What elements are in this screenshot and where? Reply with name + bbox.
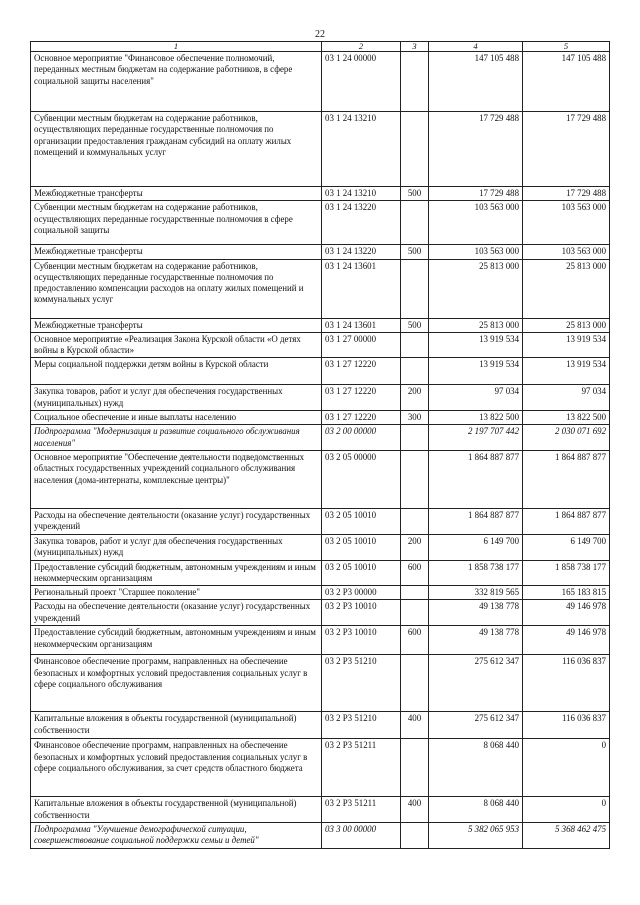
row-amount-1: 13 919 534 — [429, 332, 523, 358]
row-amount-1: 1 864 887 877 — [429, 450, 523, 508]
row-amount-1: 2 197 707 442 — [429, 425, 523, 451]
table-row — [31, 187, 610, 201]
row-amount-1: 5 382 065 953 — [429, 823, 523, 849]
row-code: 03 2 P3 51210 — [322, 712, 401, 739]
row-code: 03 2 P3 51211 — [322, 797, 401, 823]
row-code: 03 2 P3 10010 — [322, 600, 401, 626]
row-expense-type — [401, 332, 429, 358]
table-row — [31, 425, 610, 451]
row-expense-type: 200 — [401, 385, 429, 411]
row-code: 03 1 24 00000 — [322, 52, 401, 112]
row-code: 03 2 00 00000 — [322, 425, 401, 451]
row-amount-1: 1 864 887 877 — [429, 508, 523, 534]
row-amount-1: 8 068 440 — [429, 739, 523, 797]
row-amount-1: 275 612 347 — [429, 712, 523, 739]
row-amount-1: 49 138 778 — [429, 600, 523, 626]
row-name: Финансовое обеспечение программ, направленных на обеспечение безопасных и комфортных условий предоставления социальных услуг в сфере социального обслуживания, за счет средств областного бюджета — [31, 739, 322, 797]
budget-table — [30, 41, 610, 849]
table-row — [31, 358, 610, 385]
row-amount-1: 147 105 488 — [429, 52, 523, 112]
row-amount-2: 116 036 837 — [523, 712, 610, 739]
row-name: Межбюджетные трансферты — [31, 318, 322, 332]
row-expense-type: 400 — [401, 712, 429, 739]
row-amount-1: 25 813 000 — [429, 318, 523, 332]
row-amount-1: 332 819 565 — [429, 586, 523, 600]
row-name: Межбюджетные трансферты — [31, 187, 322, 201]
table-row — [31, 823, 610, 849]
row-amount-2: 116 036 837 — [523, 655, 610, 712]
row-code: 03 2 P3 51210 — [322, 655, 401, 712]
row-code: 03 1 24 13601 — [322, 259, 401, 318]
header-cell: 3 — [401, 42, 429, 52]
row-expense-type — [401, 259, 429, 318]
row-amount-2: 1 864 887 877 — [523, 450, 610, 508]
row-amount-1: 6 149 700 — [429, 534, 523, 560]
row-amount-2: 103 563 000 — [523, 201, 610, 245]
row-code: 03 2 P3 10010 — [322, 626, 401, 655]
row-code: 03 1 24 13220 — [322, 245, 401, 259]
row-expense-type — [401, 201, 429, 245]
table-row — [31, 712, 610, 739]
row-amount-1: 49 138 778 — [429, 626, 523, 655]
row-amount-2: 2 030 071 692 — [523, 425, 610, 451]
row-code: 03 2 05 10010 — [322, 560, 401, 586]
header-cell: 4 — [429, 42, 523, 52]
row-expense-type — [401, 586, 429, 600]
row-code: 03 2 05 10010 — [322, 534, 401, 560]
row-amount-1: 8 068 440 — [429, 797, 523, 823]
table-row — [31, 655, 610, 712]
row-expense-type — [401, 112, 429, 187]
row-code: 03 1 27 12220 — [322, 358, 401, 385]
table-row — [31, 259, 610, 318]
header-row — [31, 42, 610, 52]
row-amount-2: 25 813 000 — [523, 259, 610, 318]
row-amount-1: 25 813 000 — [429, 259, 523, 318]
table-row — [31, 586, 610, 600]
row-name: Субвенции местным бюджетам на содержание работников, осуществляющих переданные государственные полномочия в сфере социальной защиты — [31, 201, 322, 245]
row-name: Субвенции местным бюджетам на содержание работников, осуществляющих переданные государственные полномочия по предоставлению компенсации расходов на оплату жилых помещений и коммунальных услуг — [31, 259, 322, 318]
row-name: Предоставление субсидий бюджетным, автономным учреждениям и иным некоммерческим организациям — [31, 626, 322, 655]
row-expense-type — [401, 655, 429, 712]
row-name: Закупка товаров, работ и услуг для обеспечения государственных (муниципальных) нужд — [31, 385, 322, 411]
table-row — [31, 112, 610, 187]
row-code: 03 1 24 13601 — [322, 318, 401, 332]
row-amount-1: 103 563 000 — [429, 245, 523, 259]
row-code: 03 2 05 00000 — [322, 450, 401, 508]
row-amount-1: 13 822 500 — [429, 411, 523, 425]
row-code: 03 1 24 13220 — [322, 201, 401, 245]
table-row — [31, 534, 610, 560]
row-code: 03 1 27 00000 — [322, 332, 401, 358]
row-expense-type: 500 — [401, 187, 429, 201]
row-code: 03 1 27 12220 — [322, 385, 401, 411]
table-row — [31, 508, 610, 534]
row-name: Расходы на обеспечение деятельности (оказание услуг) государственных учреждений — [31, 600, 322, 626]
row-amount-1: 17 729 488 — [429, 187, 523, 201]
row-name: Основное мероприятие «Реализация Закона Курской области «О детях войны в Курской области» — [31, 332, 322, 358]
header-cell: 5 — [523, 42, 610, 52]
row-name: Социальное обеспечение и иные выплаты населению — [31, 411, 322, 425]
row-amount-2: 103 563 000 — [523, 245, 610, 259]
row-expense-type: 500 — [401, 318, 429, 332]
row-expense-type — [401, 508, 429, 534]
table-row — [31, 450, 610, 508]
row-name: Подпрограмма "Модернизация и развитие социального обслуживания населения" — [31, 425, 322, 451]
header-cell: 2 — [322, 42, 401, 52]
row-name: Капитальные вложения в объекты государственной (муниципальной) собственности — [31, 712, 322, 739]
table-row — [31, 245, 610, 259]
row-amount-2: 1 864 887 877 — [523, 508, 610, 534]
row-code: 03 2 05 10010 — [322, 508, 401, 534]
table-row — [31, 626, 610, 655]
page-number: 22 — [315, 29, 325, 40]
row-amount-2: 165 183 815 — [523, 586, 610, 600]
row-amount-2: 13 919 534 — [523, 332, 610, 358]
table-row — [31, 385, 610, 411]
row-code: 03 2 P3 00000 — [322, 586, 401, 600]
row-code: 03 3 00 00000 — [322, 823, 401, 849]
row-amount-2: 17 729 488 — [523, 187, 610, 201]
row-expense-type: 400 — [401, 797, 429, 823]
row-amount-2: 13 919 534 — [523, 358, 610, 385]
row-amount-2: 25 813 000 — [523, 318, 610, 332]
table-row — [31, 600, 610, 626]
row-expense-type — [401, 739, 429, 797]
row-amount-2: 49 146 978 — [523, 600, 610, 626]
row-code: 03 1 27 12220 — [322, 411, 401, 425]
row-amount-2: 13 822 500 — [523, 411, 610, 425]
row-amount-1: 1 858 738 177 — [429, 560, 523, 586]
row-code: 03 2 P3 51211 — [322, 739, 401, 797]
row-name: Предоставление субсидий бюджетным, автономным учреждениям и иным некоммерческим организациям — [31, 560, 322, 586]
row-name: Региональный проект "Старшее поколение" — [31, 586, 322, 600]
row-amount-1: 103 563 000 — [429, 201, 523, 245]
row-name: Субвенции местным бюджетам на содержание работников, осуществляющих переданные государственные полномочия по организации предоставления гражданам субсидий на оплату жилых помещений и коммунальных услуг — [31, 112, 322, 187]
row-expense-type — [401, 425, 429, 451]
row-amount-1: 275 612 347 — [429, 655, 523, 712]
table-row — [31, 739, 610, 797]
row-name: Закупка товаров, работ и услуг для обеспечения государственных (муниципальных) нужд — [31, 534, 322, 560]
row-name: Основное мероприятие "Обеспечение деятельности подведомственных областных государственных учреждений социального обслуживания населения (дома-интернаты, комплексные центры)" — [31, 450, 322, 508]
table-row — [31, 332, 610, 358]
row-amount-2: 0 — [523, 739, 610, 797]
row-expense-type — [401, 52, 429, 112]
row-name: Расходы на обеспечение деятельности (оказание услуг) государственных учреждений — [31, 508, 322, 534]
row-code: 03 1 24 13210 — [322, 112, 401, 187]
row-expense-type: 500 — [401, 245, 429, 259]
row-amount-2: 1 858 738 177 — [523, 560, 610, 586]
table-row — [31, 797, 610, 823]
row-amount-1: 13 919 534 — [429, 358, 523, 385]
row-amount-2: 0 — [523, 797, 610, 823]
row-name: Межбюджетные трансферты — [31, 245, 322, 259]
row-amount-2: 97 034 — [523, 385, 610, 411]
row-amount-2: 49 146 978 — [523, 626, 610, 655]
row-expense-type: 200 — [401, 534, 429, 560]
row-name: Капитальные вложения в объекты государственной (муниципальной) собственности — [31, 797, 322, 823]
table-row — [31, 201, 610, 245]
table-row — [31, 411, 610, 425]
row-expense-type — [401, 823, 429, 849]
row-expense-type: 300 — [401, 411, 429, 425]
row-name: Основное мероприятие "Финансовое обеспечение полномочий, переданных местным бюджетам на содержание работников, в сфере социальной защиты населения" — [31, 52, 322, 112]
row-code: 03 1 24 13210 — [322, 187, 401, 201]
row-expense-type — [401, 358, 429, 385]
row-name: Подпрограмма "Улучшение демографической ситуации, совершенствование социальной поддержки семьи и детей" — [31, 823, 322, 849]
row-expense-type — [401, 600, 429, 626]
row-expense-type: 600 — [401, 626, 429, 655]
header-cell: 1 — [31, 42, 322, 52]
row-amount-1: 17 729 488 — [429, 112, 523, 187]
row-amount-1: 97 034 — [429, 385, 523, 411]
table-row — [31, 318, 610, 332]
row-name: Финансовое обеспечение программ, направленных на обеспечение безопасных и комфортных условий предоставления социальных услуг в сфере социального обслуживания — [31, 655, 322, 712]
row-amount-2: 5 368 462 475 — [523, 823, 610, 849]
row-amount-2: 17 729 488 — [523, 112, 610, 187]
row-amount-2: 6 149 700 — [523, 534, 610, 560]
row-name: Меры социальной поддержки детям войны в Курской области — [31, 358, 322, 385]
table-row — [31, 560, 610, 586]
row-expense-type — [401, 450, 429, 508]
row-expense-type: 600 — [401, 560, 429, 586]
row-amount-2: 147 105 488 — [523, 52, 610, 112]
table-row — [31, 52, 610, 112]
